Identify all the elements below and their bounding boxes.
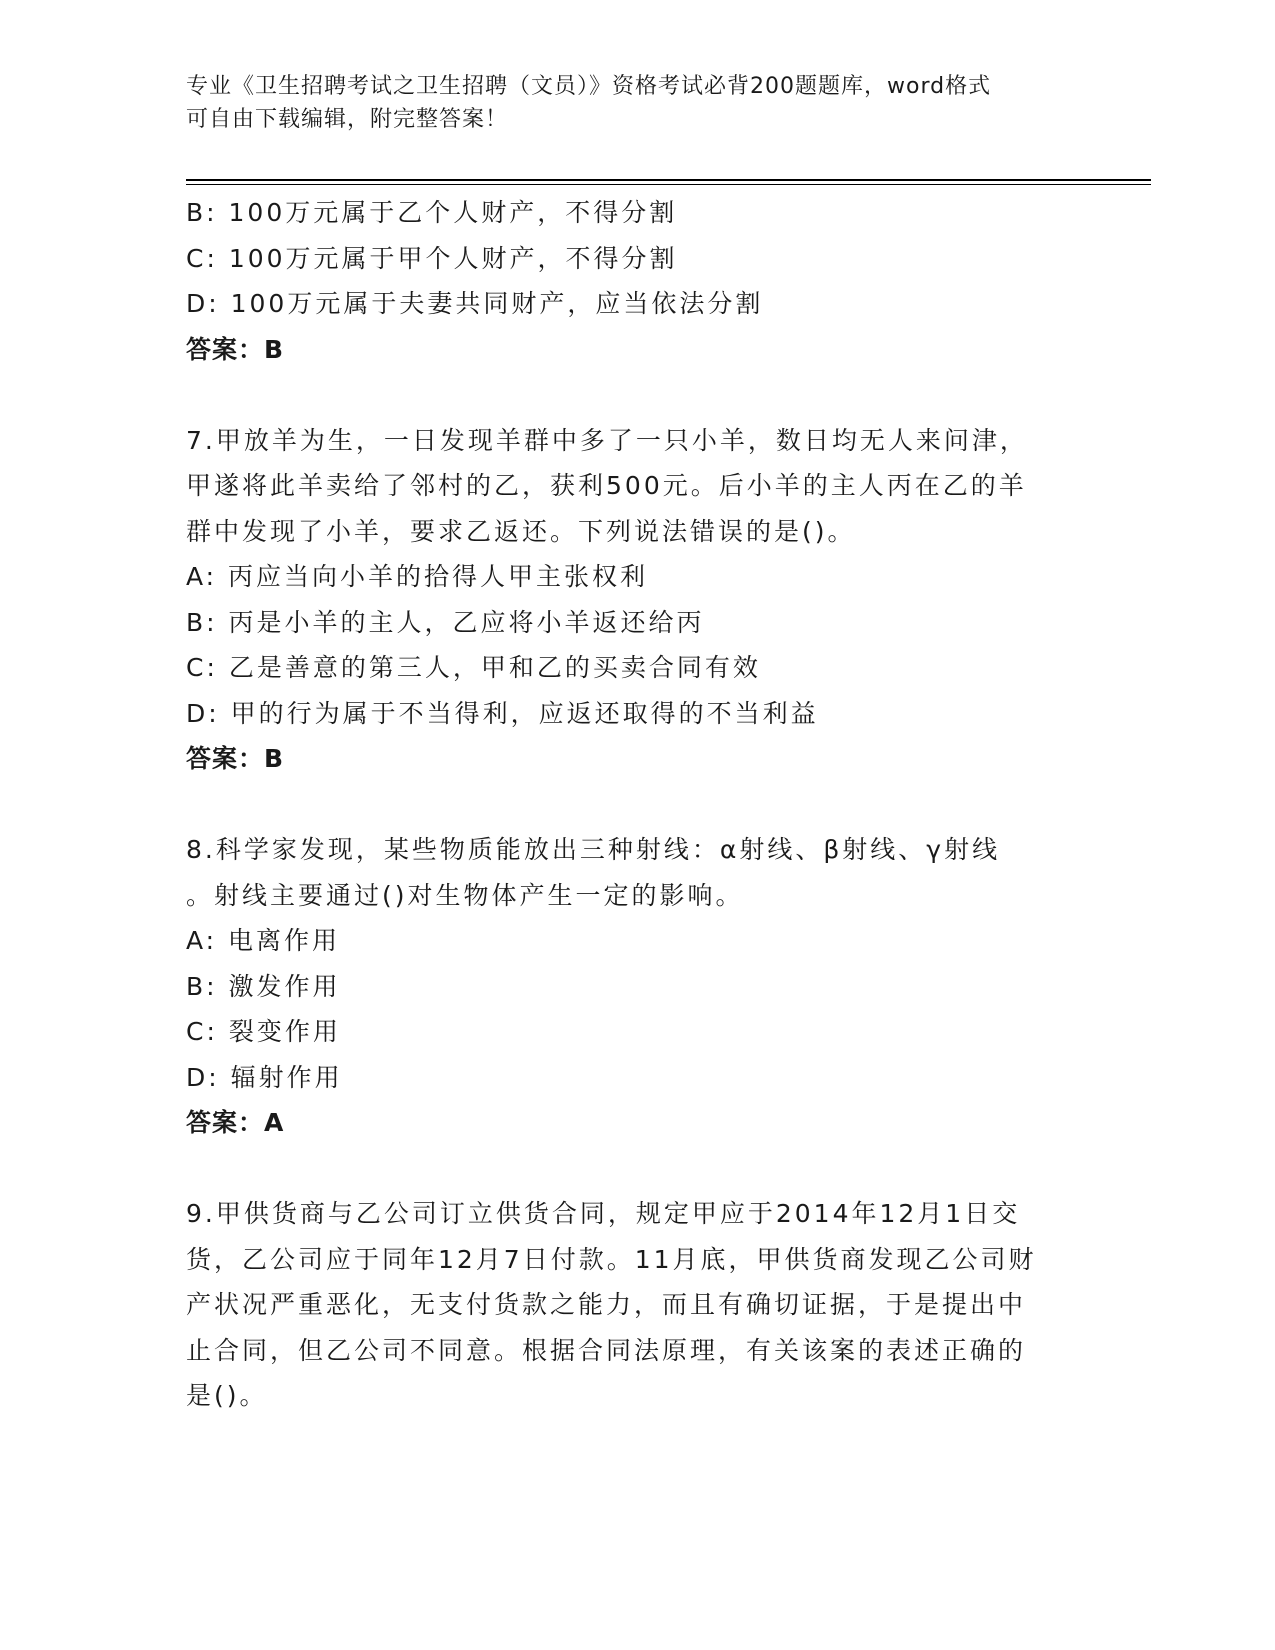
q7-stem-line3: 群中发现了小羊，要求乙返还。下列说法错误的是()。 <box>186 516 856 546</box>
q8-option-c: C: 裂变作用 <box>186 1017 341 1046</box>
q6-answer: 答案：B <box>186 334 285 364</box>
q8-option-a: A: 电离作用 <box>186 926 341 955</box>
q7-answer: 答案：B <box>186 744 285 773</box>
q6-option-b: B: 100万元属于乙个人财产，不得分割 <box>186 198 678 227</box>
q6-option-c: C: 100万元属于甲个人财产，不得分割 <box>186 243 678 273</box>
q8-stem-line1: 8.科学家发现，某些物质能放出三种射线：α射线、β射线、γ射线 <box>186 835 1001 864</box>
header-title-line2: 可自由下载编辑，附完整答案！ <box>186 107 509 132</box>
q7-option-a: A: 丙应当向小羊的拾得人甲主张权利 <box>186 562 649 591</box>
question-content <box>186 190 1086 1419</box>
q7-option-d: D: 甲的行为属于不当得利，应返还取得的不当利益 <box>186 698 819 728</box>
q8-option-d: D: 辐射作用 <box>186 1062 343 1092</box>
document-header <box>186 70 1066 136</box>
spacer <box>186 782 1086 828</box>
q9-stem-line2: 货，乙公司应于同年12月7日付款。11月底，甲供货商发现乙公司财 <box>186 1244 1037 1274</box>
header-rule-thick <box>186 179 1151 181</box>
q6-option-d: D: 100万元属于夫妻共同财产，应当依法分割 <box>186 289 764 318</box>
q8-stem-line2: 。射线主要通过()对生物体产生一定的影响。 <box>186 880 744 910</box>
q7-stem-line2: 甲遂将此羊卖给了邻村的乙，获利500元。后小羊的主人丙在乙的羊 <box>186 471 1027 500</box>
q7-option-c: C: 乙是善意的第三人，甲和乙的买卖合同有效 <box>186 653 761 682</box>
spacer <box>186 372 1086 418</box>
q7-option-b: B: 丙是小羊的主人，乙应将小羊返还给丙 <box>186 607 705 637</box>
q9-stem-line3: 产状况严重恶化，无支付货款之能力，而且有确切证据，于是提出中 <box>186 1290 1027 1319</box>
header-title-line1: 专业《卫生招聘考试之卫生招聘（文员）》资格考试必背200题题库，word格式 <box>186 74 992 99</box>
q8-answer: 答案：A <box>186 1108 285 1137</box>
q8-option-b: B: 激发作用 <box>186 971 341 1001</box>
q9-stem-line1: 9.甲供货商与乙公司订立供货合同，规定甲应于2014年12月1日交 <box>186 1199 1021 1228</box>
header-rule-thin <box>186 184 1151 185</box>
q9-stem-line5: 是()。 <box>186 1381 268 1410</box>
spacer <box>186 1146 1086 1192</box>
q7-stem-line1: 7.甲放羊为生，一日发现羊群中多了一只小羊，数日均无人来问津， <box>186 425 1028 455</box>
q9-stem-line4: 止合同，但乙公司不同意。根据合同法原理，有关该案的表述正确的 <box>186 1335 1027 1365</box>
